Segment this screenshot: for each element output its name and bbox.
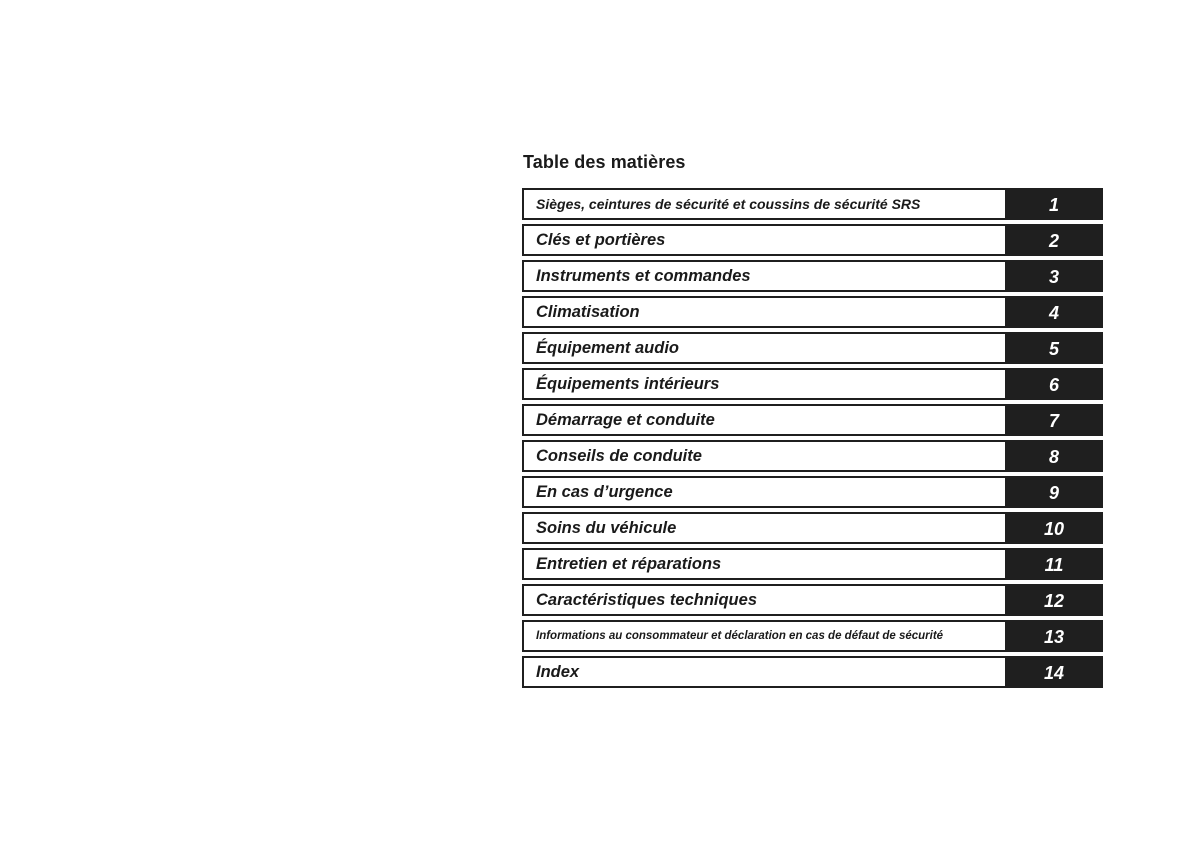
chapter-number-tab[interactable]: 8 [1005,440,1103,472]
chapter-label: Informations au consommateur et déclaration en cas de défaut de sécurité [522,620,1005,652]
chapter-number-tab[interactable]: 1 [1005,188,1103,220]
chapter-number-tab[interactable]: 7 [1005,404,1103,436]
toc-row-11[interactable] [522,548,1103,580]
toc-row-2[interactable] [522,224,1103,256]
toc-row-9[interactable] [522,476,1103,508]
chapter-number-tab[interactable]: 5 [1005,332,1103,364]
chapter-number-tab[interactable]: 9 [1005,476,1103,508]
toc-row-4[interactable] [522,296,1103,328]
toc-row-10[interactable] [522,512,1103,544]
chapter-label: Équipement audio [522,332,1005,364]
chapter-number-tab[interactable]: 2 [1005,224,1103,256]
toc-row-3[interactable] [522,260,1103,292]
toc-row-5[interactable] [522,332,1103,364]
toc-row-8[interactable] [522,440,1103,472]
chapter-label: Climatisation [522,296,1005,328]
chapter-label: Instruments et commandes [522,260,1005,292]
toc-row-12[interactable] [522,584,1103,616]
chapter-label: Démarrage et conduite [522,404,1005,436]
chapter-label: Conseils de conduite [522,440,1005,472]
chapter-number-tab[interactable]: 13 [1005,620,1103,652]
chapter-label: Soins du véhicule [522,512,1005,544]
toc-row-13[interactable] [522,620,1103,652]
chapter-label: Entretien et réparations [522,548,1005,580]
toc-row-7[interactable] [522,404,1103,436]
chapter-number-tab[interactable]: 10 [1005,512,1103,544]
chapter-label: Caractéristiques techniques [522,584,1005,616]
toc-list [522,188,1103,692]
chapter-number-tab[interactable]: 14 [1005,656,1103,688]
chapter-number-tab[interactable]: 6 [1005,368,1103,400]
chapter-number-tab[interactable]: 11 [1005,548,1103,580]
toc-row-1[interactable] [522,188,1103,220]
chapter-label: Équipements intérieurs [522,368,1005,400]
chapter-label: En cas d’urgence [522,476,1005,508]
toc-row-14[interactable] [522,656,1103,688]
chapter-number-tab[interactable]: 12 [1005,584,1103,616]
chapter-label: Sièges, ceintures de sécurité et coussins de sécurité SRS [522,188,1005,220]
page-title: Table des matières [523,152,686,172]
chapter-label: Clés et portières [522,224,1005,256]
toc-row-6[interactable] [522,368,1103,400]
chapter-number-tab[interactable]: 3 [1005,260,1103,292]
chapter-label: Index [522,656,1005,688]
chapter-number-tab[interactable]: 4 [1005,296,1103,328]
